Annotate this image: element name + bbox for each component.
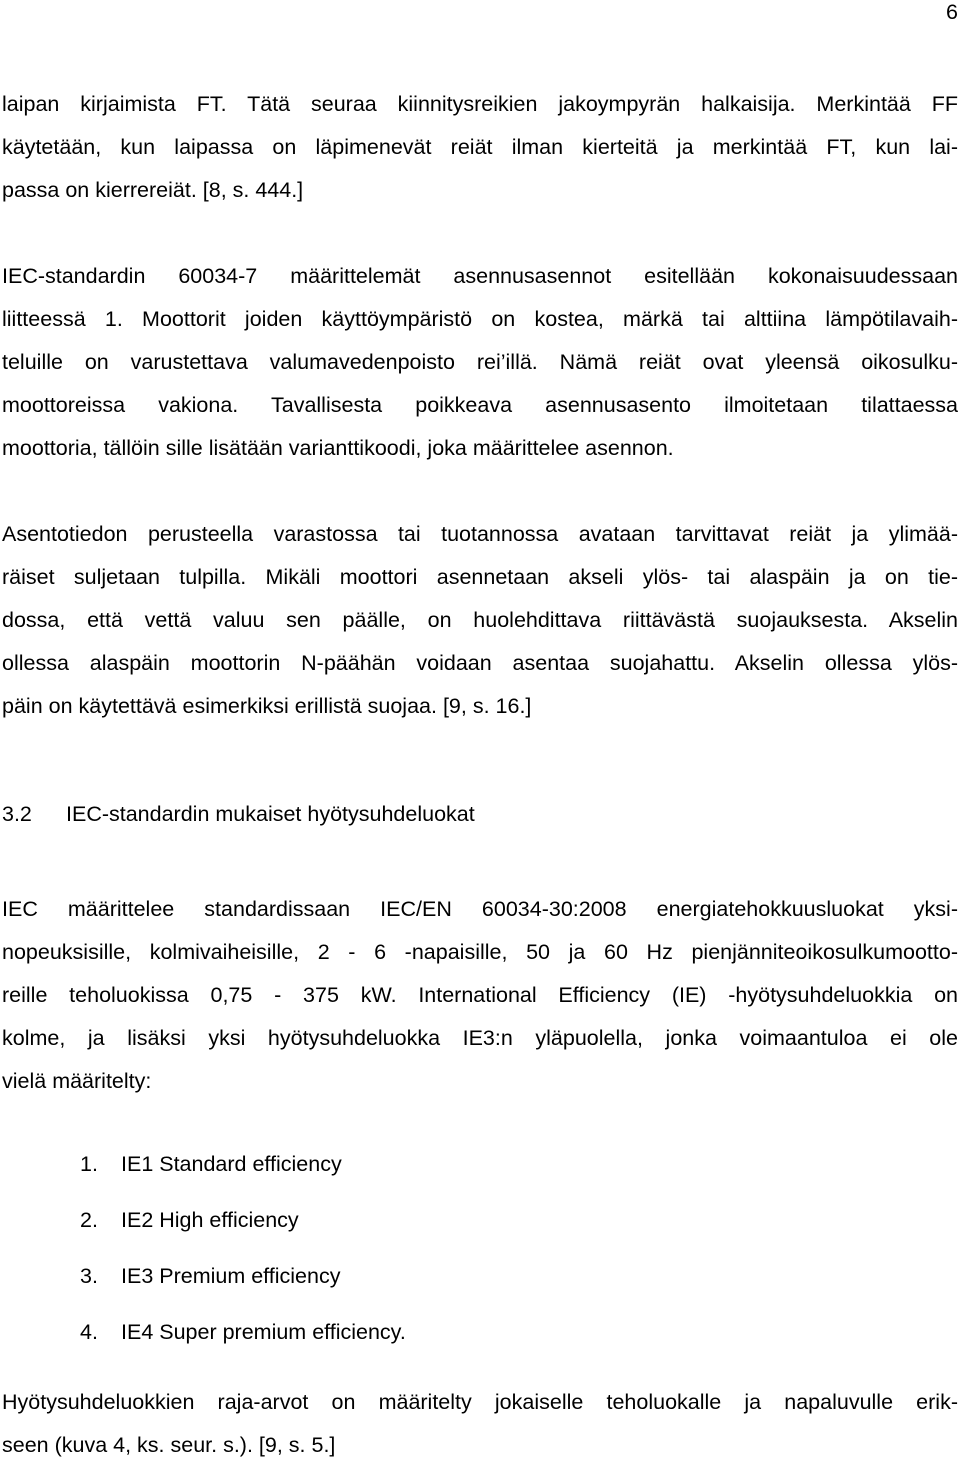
text-line: käytetään, kun laipassa on läpimenevät reiät ilman kierteitä ja merkintää FT, kun lai- xyxy=(2,135,958,159)
list-item-text: IE4 Super premium efficiency. xyxy=(121,1320,406,1344)
list-item-text: IE1 Standard efficiency xyxy=(121,1152,342,1176)
text-line: IEC-standardin 60034-7 määrittelemät asennusasennot esitellään kokonaisuudessaan xyxy=(2,264,958,288)
list-marker: 2. xyxy=(80,1208,98,1232)
text-line: päin on käytettävä esimerkiksi erillistä suojaa. [9, s. 16.] xyxy=(2,694,532,718)
text-line: räiset suljetaan tulpilla. Mikäli moottori asennetaan akseli ylös- tai alaspäin ja on tie- xyxy=(2,565,958,589)
text-line: reille teholuokissa 0,75 - 375 kW. International Efficiency (IE) -hyötysuhdeluokkia on xyxy=(2,983,958,1007)
section-heading xyxy=(2,800,475,828)
list-marker: 3. xyxy=(80,1264,98,1288)
list-marker: 4. xyxy=(80,1320,98,1344)
list-item xyxy=(80,1150,342,1178)
list-item xyxy=(80,1318,406,1346)
list-item xyxy=(80,1262,340,1290)
text-line: moottoria, tällöin sille lisätään varianttikoodi, joka määrittelee asennon. xyxy=(2,436,674,460)
text-line: ollessa alaspäin moottorin N-päähän voidaan asentaa suojahattu. Akselin ollessa ylös- xyxy=(2,651,958,675)
list-item-text: IE2 High efficiency xyxy=(121,1208,299,1232)
section-number: 3.2 xyxy=(2,802,32,826)
text-line: laipan kirjaimista FT. Tätä seuraa kiinnitysreikien jakoympyrän halkaisija. Merkintää FF xyxy=(2,92,958,116)
text-line: Asentotiedon perusteella varastossa tai tuotannossa avataan tarvittavat reiät ja ylimää- xyxy=(2,522,958,546)
text-line: moottoreissa vakiona. Tavallisesta poikkeava asennusasento ilmoitetaan tilattaessa xyxy=(2,393,958,417)
text-line: vielä määritelty: xyxy=(2,1069,152,1093)
text-line: dossa, että vettä valuu sen päälle, on huolehdittava riittävästä suojauksesta. Akselin xyxy=(2,608,958,632)
text-line: nopeuksisille, kolmivaiheisille, 2 - 6 -napaisille, 50 ja 60 Hz pienjänniteoikosulkumootto- xyxy=(2,940,958,964)
list-item-text: IE3 Premium efficiency xyxy=(121,1264,341,1288)
list-item xyxy=(80,1206,299,1234)
text-line: teluille on varustettava valumavedenpoisto rei’illä. Nämä reiät ovat yleensä oikosulku- xyxy=(2,350,958,374)
text-line: kolme, ja lisäksi yksi hyötysuhdeluokka IE3:n yläpuolella, jonka voimaantuloa ei ole xyxy=(2,1026,958,1050)
text-line: seen (kuva 4, ks. seur. s.). [9, s. 5.] xyxy=(2,1433,336,1457)
list-marker: 1. xyxy=(80,1152,98,1176)
text-line: passa on kierrereiät. [8, s. 444.] xyxy=(2,178,304,202)
section-title: IEC-standardin mukaiset hyötysuhdeluokat xyxy=(66,802,475,826)
text-line: IEC määrittelee standardissaan IEC/EN 60034-30:2008 energiatehokkuusluokat yksi- xyxy=(2,897,958,921)
text-line: Hyötysuhdeluokkien raja-arvot on määritelty jokaiselle teholuokalle ja napaluvulle erik- xyxy=(2,1390,958,1414)
page-number: 6 xyxy=(946,0,958,24)
text-line: liitteessä 1. Moottorit joiden käyttöympäristö on kostea, märkä tai alttiina lämpötilavaih- xyxy=(2,307,958,331)
